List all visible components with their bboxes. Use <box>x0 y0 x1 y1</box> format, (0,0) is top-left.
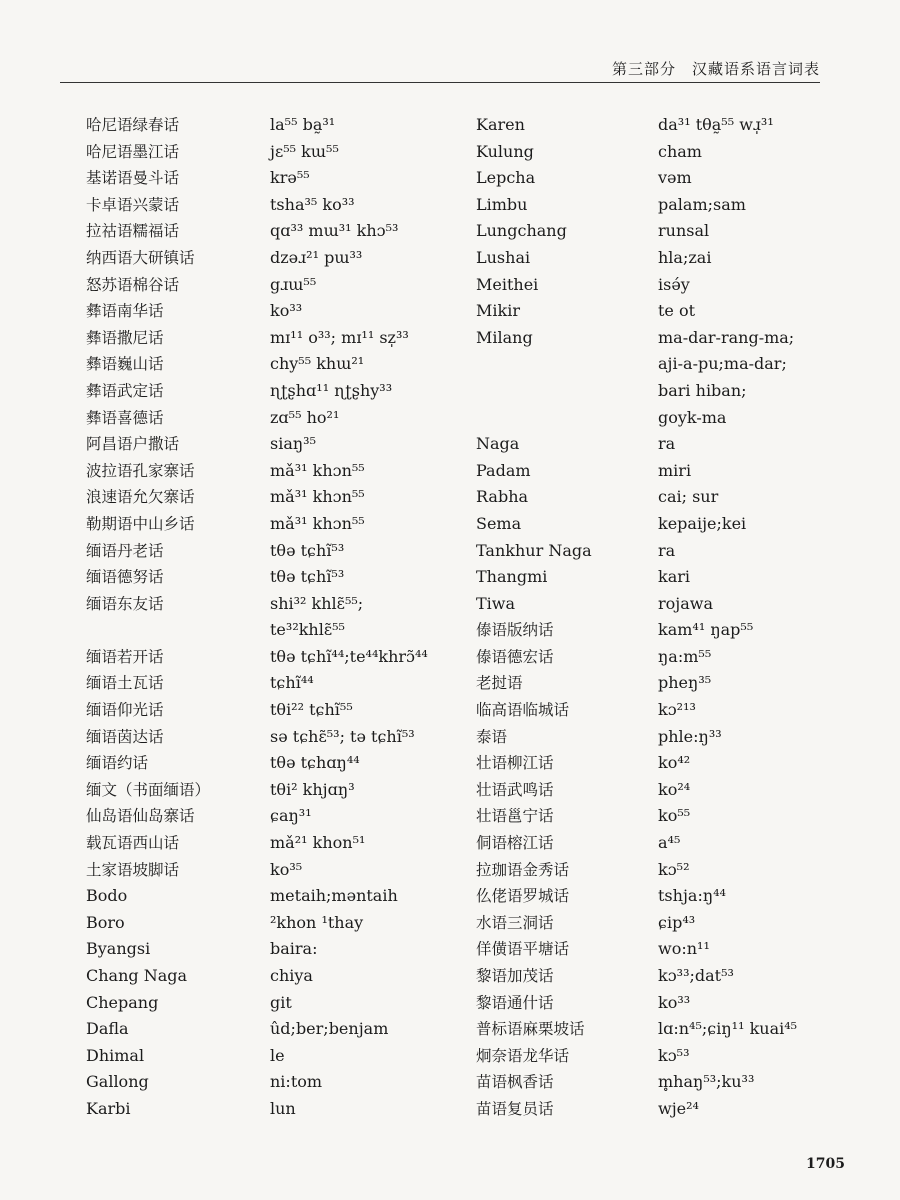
language-name <box>476 351 646 378</box>
language-name <box>86 617 266 644</box>
language-name: 缅语丹老话 <box>86 541 164 560</box>
word-form: jɛ⁵⁵ kɯ⁵⁵ <box>270 141 339 161</box>
right-language-names-column <box>476 112 646 1123</box>
word-form: lɑ:n⁴⁵;ɕiŋ¹¹ kuai⁴⁵ <box>658 1019 798 1039</box>
word-form: te³²khlɛ̃⁵⁵ <box>270 620 345 640</box>
word-form: ko⁴² <box>658 753 691 773</box>
language-name <box>476 378 646 405</box>
language-name: 哈尼语绿春话 <box>86 116 180 134</box>
word-form: a⁴⁵ <box>658 833 681 853</box>
language-name: 壮语柳江话 <box>476 754 554 773</box>
word-form: aji-a-pu;ma-dar; <box>658 354 787 374</box>
word-form: chy⁵⁵ khɯ²¹ <box>270 354 365 374</box>
language-name: 波拉语孔家寨话 <box>86 461 195 480</box>
word-form: cai; sur <box>658 487 719 507</box>
left-language-names-column <box>86 112 266 1123</box>
word-form: sə tɕhɛ̃⁵³; tə tɕhĩ⁵³ <box>270 726 415 746</box>
word-form: ɳʈʂhɑ¹¹ ɳʈʂhy³³ <box>270 380 393 400</box>
word-form: git <box>270 992 292 1012</box>
language-name: 苗语枫香话 <box>476 1073 554 1092</box>
language-name: 壮语武鸣话 <box>476 780 554 799</box>
word-form: tθə tɕhɑŋ⁴⁴ <box>270 753 360 773</box>
header-rule <box>60 82 820 83</box>
language-name: Dhimal <box>86 1045 145 1065</box>
language-name: Rabha <box>476 487 529 507</box>
language-name: 阿昌语户撒话 <box>86 435 180 454</box>
language-name: 黎语通什话 <box>476 993 554 1012</box>
word-form: runsal <box>658 221 710 241</box>
word-form: ko⁵⁵ <box>658 806 691 826</box>
word-form: wo:n¹¹ <box>658 939 710 959</box>
word-form: ra <box>658 434 676 454</box>
language-name: 基诺语曼斗话 <box>86 169 180 188</box>
language-name: Tiwa <box>476 593 516 613</box>
word-form: tθi² khjɑŋ³ <box>270 779 355 799</box>
language-name: 彝语喜德话 <box>86 408 164 427</box>
language-name: 傣语德宏话 <box>476 647 554 666</box>
language-name: 缅语若开话 <box>86 647 164 666</box>
word-form: tshja:ŋ⁴⁴ <box>658 886 726 906</box>
language-name: Chang Naga <box>86 966 188 985</box>
language-name: 哈尼语墨江话 <box>86 142 180 161</box>
word-form: isə́y <box>658 274 690 294</box>
word-form: tθə tɕhĩ⁵³ <box>270 567 345 587</box>
word-form: rojawa <box>658 593 714 613</box>
language-name: 炯奈语龙华话 <box>476 1046 570 1065</box>
right-word-forms-column <box>658 112 868 1123</box>
language-name: 老挝语 <box>476 674 523 693</box>
word-form: ²khon ¹thay <box>270 912 364 932</box>
language-name: 侗语榕江话 <box>476 834 554 853</box>
language-name: 泰语 <box>476 727 508 746</box>
word-form: ko³³ <box>658 992 691 1012</box>
word-form: ûd;ber;benjam <box>270 1019 389 1039</box>
word-form: m̥haŋ⁵³;ku³³ <box>658 1072 755 1092</box>
word-form: kari <box>658 567 690 587</box>
word-form: zɑ⁵⁵ ho²¹ <box>270 407 340 427</box>
word-form: ko³³ <box>270 301 303 321</box>
word-form: kɔ⁵² <box>658 859 690 879</box>
language-name: 彝语撒尼话 <box>86 328 164 347</box>
word-form: kepaije;kei <box>658 513 747 533</box>
language-name: 佯僙语平塘话 <box>476 940 570 959</box>
language-name: Gallong <box>86 1072 149 1092</box>
language-name: 缅语东友话 <box>86 594 164 613</box>
language-name: Thangmi <box>476 567 548 587</box>
word-form: wje²⁴ <box>658 1098 699 1118</box>
language-name: 黎语加茂话 <box>476 967 554 985</box>
language-name: Karen <box>476 115 525 134</box>
language-name: Byangsi <box>86 939 151 959</box>
word-form: kɔ³³;dat⁵³ <box>658 966 734 985</box>
language-name: 缅语茵达话 <box>86 727 164 746</box>
language-name: Milang <box>476 327 533 347</box>
language-name: Lungchang <box>476 221 567 241</box>
language-name: Chepang <box>86 992 159 1012</box>
word-form: metaih;məntaih <box>270 886 398 906</box>
language-name: Boro <box>86 912 125 932</box>
word-form: kɔ²¹³ <box>658 700 696 720</box>
word-form: krə⁵⁵ <box>270 168 310 188</box>
word-form: tθə tɕhĩ⁴⁴;te⁴⁴khrɔ̃⁴⁴ <box>270 646 428 666</box>
word-form: ŋa:m⁵⁵ <box>658 646 712 666</box>
word-form: hla;zai <box>658 247 712 267</box>
language-name: Sema <box>476 513 522 533</box>
page-number: 1705 <box>806 1156 845 1172</box>
word-form: tsha³⁵ ko³³ <box>270 194 355 214</box>
language-name: 缅语约话 <box>86 754 149 773</box>
language-name: Meithei <box>476 274 539 294</box>
running-header: 第三部分 汉藏语系语言词表 <box>611 60 820 78</box>
word-form: palam;sam <box>658 194 746 214</box>
word-form: cham <box>658 141 702 161</box>
word-form: chiya <box>270 966 313 985</box>
language-name: Limbu <box>476 194 528 214</box>
language-name <box>476 405 646 432</box>
language-name: Naga <box>476 434 520 454</box>
word-form: ɕip⁴³ <box>658 912 696 932</box>
word-form: ko³⁵ <box>270 859 303 879</box>
word-form: shi³² khlɛ̃⁵⁵; <box>270 593 364 613</box>
language-name: Padam <box>476 460 531 480</box>
language-name: Karbi <box>86 1098 131 1118</box>
language-name: Mikir <box>476 301 520 321</box>
language-name: 卡卓语兴蒙话 <box>86 195 180 214</box>
word-form: mɪ¹¹ o³³; mɪ¹¹ sz̩³³ <box>270 327 409 347</box>
language-name: 水语三洞话 <box>476 913 554 932</box>
language-name: Lushai <box>476 247 531 267</box>
language-name: 拉珈语金秀话 <box>476 860 570 879</box>
word-form: lun <box>270 1098 296 1118</box>
language-name: Bodo <box>86 886 128 906</box>
language-name: Dafla <box>86 1019 129 1039</box>
word-form: da³¹ tθa̰⁵⁵ wɹ̩³¹ <box>658 115 774 134</box>
language-name: 载瓦语西山话 <box>86 834 180 853</box>
language-name: Kulung <box>476 141 534 161</box>
language-name: 缅语土瓦话 <box>86 674 164 693</box>
language-name: 彝语武定话 <box>86 381 164 400</box>
word-form: vəm <box>658 168 692 188</box>
language-name: Tankhur Naga <box>476 540 592 560</box>
word-form: kɔ⁵³ <box>658 1045 690 1065</box>
language-name: 勒期语中山乡话 <box>86 514 195 533</box>
language-name: 浪速语允欠寨话 <box>86 488 195 507</box>
word-form: goyk-ma <box>658 407 727 427</box>
left-word-forms-column <box>270 112 470 1123</box>
word-form: siaŋ³⁵ <box>270 434 316 454</box>
language-name: 普标语麻栗坡话 <box>476 1020 585 1039</box>
word-form: pheŋ³⁵ <box>658 673 712 693</box>
word-form: kam⁴¹ ŋap⁵⁵ <box>658 620 754 640</box>
word-form: mǎ³¹ khɔn⁵⁵ <box>270 513 365 533</box>
language-name: 傣语版纳话 <box>476 621 554 640</box>
language-name: 壮语邕宁话 <box>476 807 554 826</box>
word-form: tɕhĩ⁴⁴ <box>270 673 314 693</box>
word-form: bari hiban; <box>658 380 747 400</box>
word-form: ko²⁴ <box>658 779 691 799</box>
language-name: 彝语巍山话 <box>86 355 164 374</box>
word-form: baira: <box>270 939 318 959</box>
word-form: ni:tom <box>270 1072 323 1092</box>
language-name: 苗语复员话 <box>476 1099 554 1118</box>
word-form: mǎ²¹ khon⁵¹ <box>270 833 366 853</box>
language-name: 怒苏语棉谷话 <box>86 275 180 294</box>
language-name: 仙岛语仙岛寨话 <box>86 807 195 826</box>
language-name: 拉祜语糯福话 <box>86 222 180 241</box>
word-form: ma-dar-rang-ma; <box>658 327 795 347</box>
language-name: 纳西语大研镇话 <box>86 248 195 267</box>
word-form: tθə tɕhĩ⁵³ <box>270 540 345 560</box>
word-form: mǎ³¹ khɔn⁵⁵ <box>270 487 365 507</box>
word-form: miri <box>658 460 692 480</box>
word-form: ɕaŋ³¹ <box>270 806 312 826</box>
language-name: 缅语仰光话 <box>86 701 164 720</box>
word-form: gɹɯ⁵⁵ <box>270 274 317 294</box>
word-form: te ot <box>658 301 696 321</box>
word-form: qɑ³³ mɯ³¹ khɔ⁵³ <box>270 221 399 241</box>
word-form: la⁵⁵ ba̰³¹ <box>270 115 336 134</box>
language-name: 仫佬语罗城话 <box>476 887 570 906</box>
language-name: Lepcha <box>476 168 536 188</box>
word-form: phle:ŋ³³ <box>658 726 722 746</box>
language-name: 缅文（书面缅语） <box>86 780 211 799</box>
word-form: ra <box>658 540 676 560</box>
language-name: 缅语德努话 <box>86 568 164 587</box>
language-name: 土家语坡脚话 <box>86 860 180 879</box>
word-form: mǎ³¹ khɔn⁵⁵ <box>270 460 365 480</box>
language-name: 临高语临城话 <box>476 701 570 720</box>
word-form: le <box>270 1045 285 1065</box>
word-form: tθi²² tɕhĩ⁵⁵ <box>270 700 353 720</box>
word-form: dzəɹ²¹ pɯ³³ <box>270 247 363 267</box>
language-name: 彝语南华话 <box>86 302 164 321</box>
